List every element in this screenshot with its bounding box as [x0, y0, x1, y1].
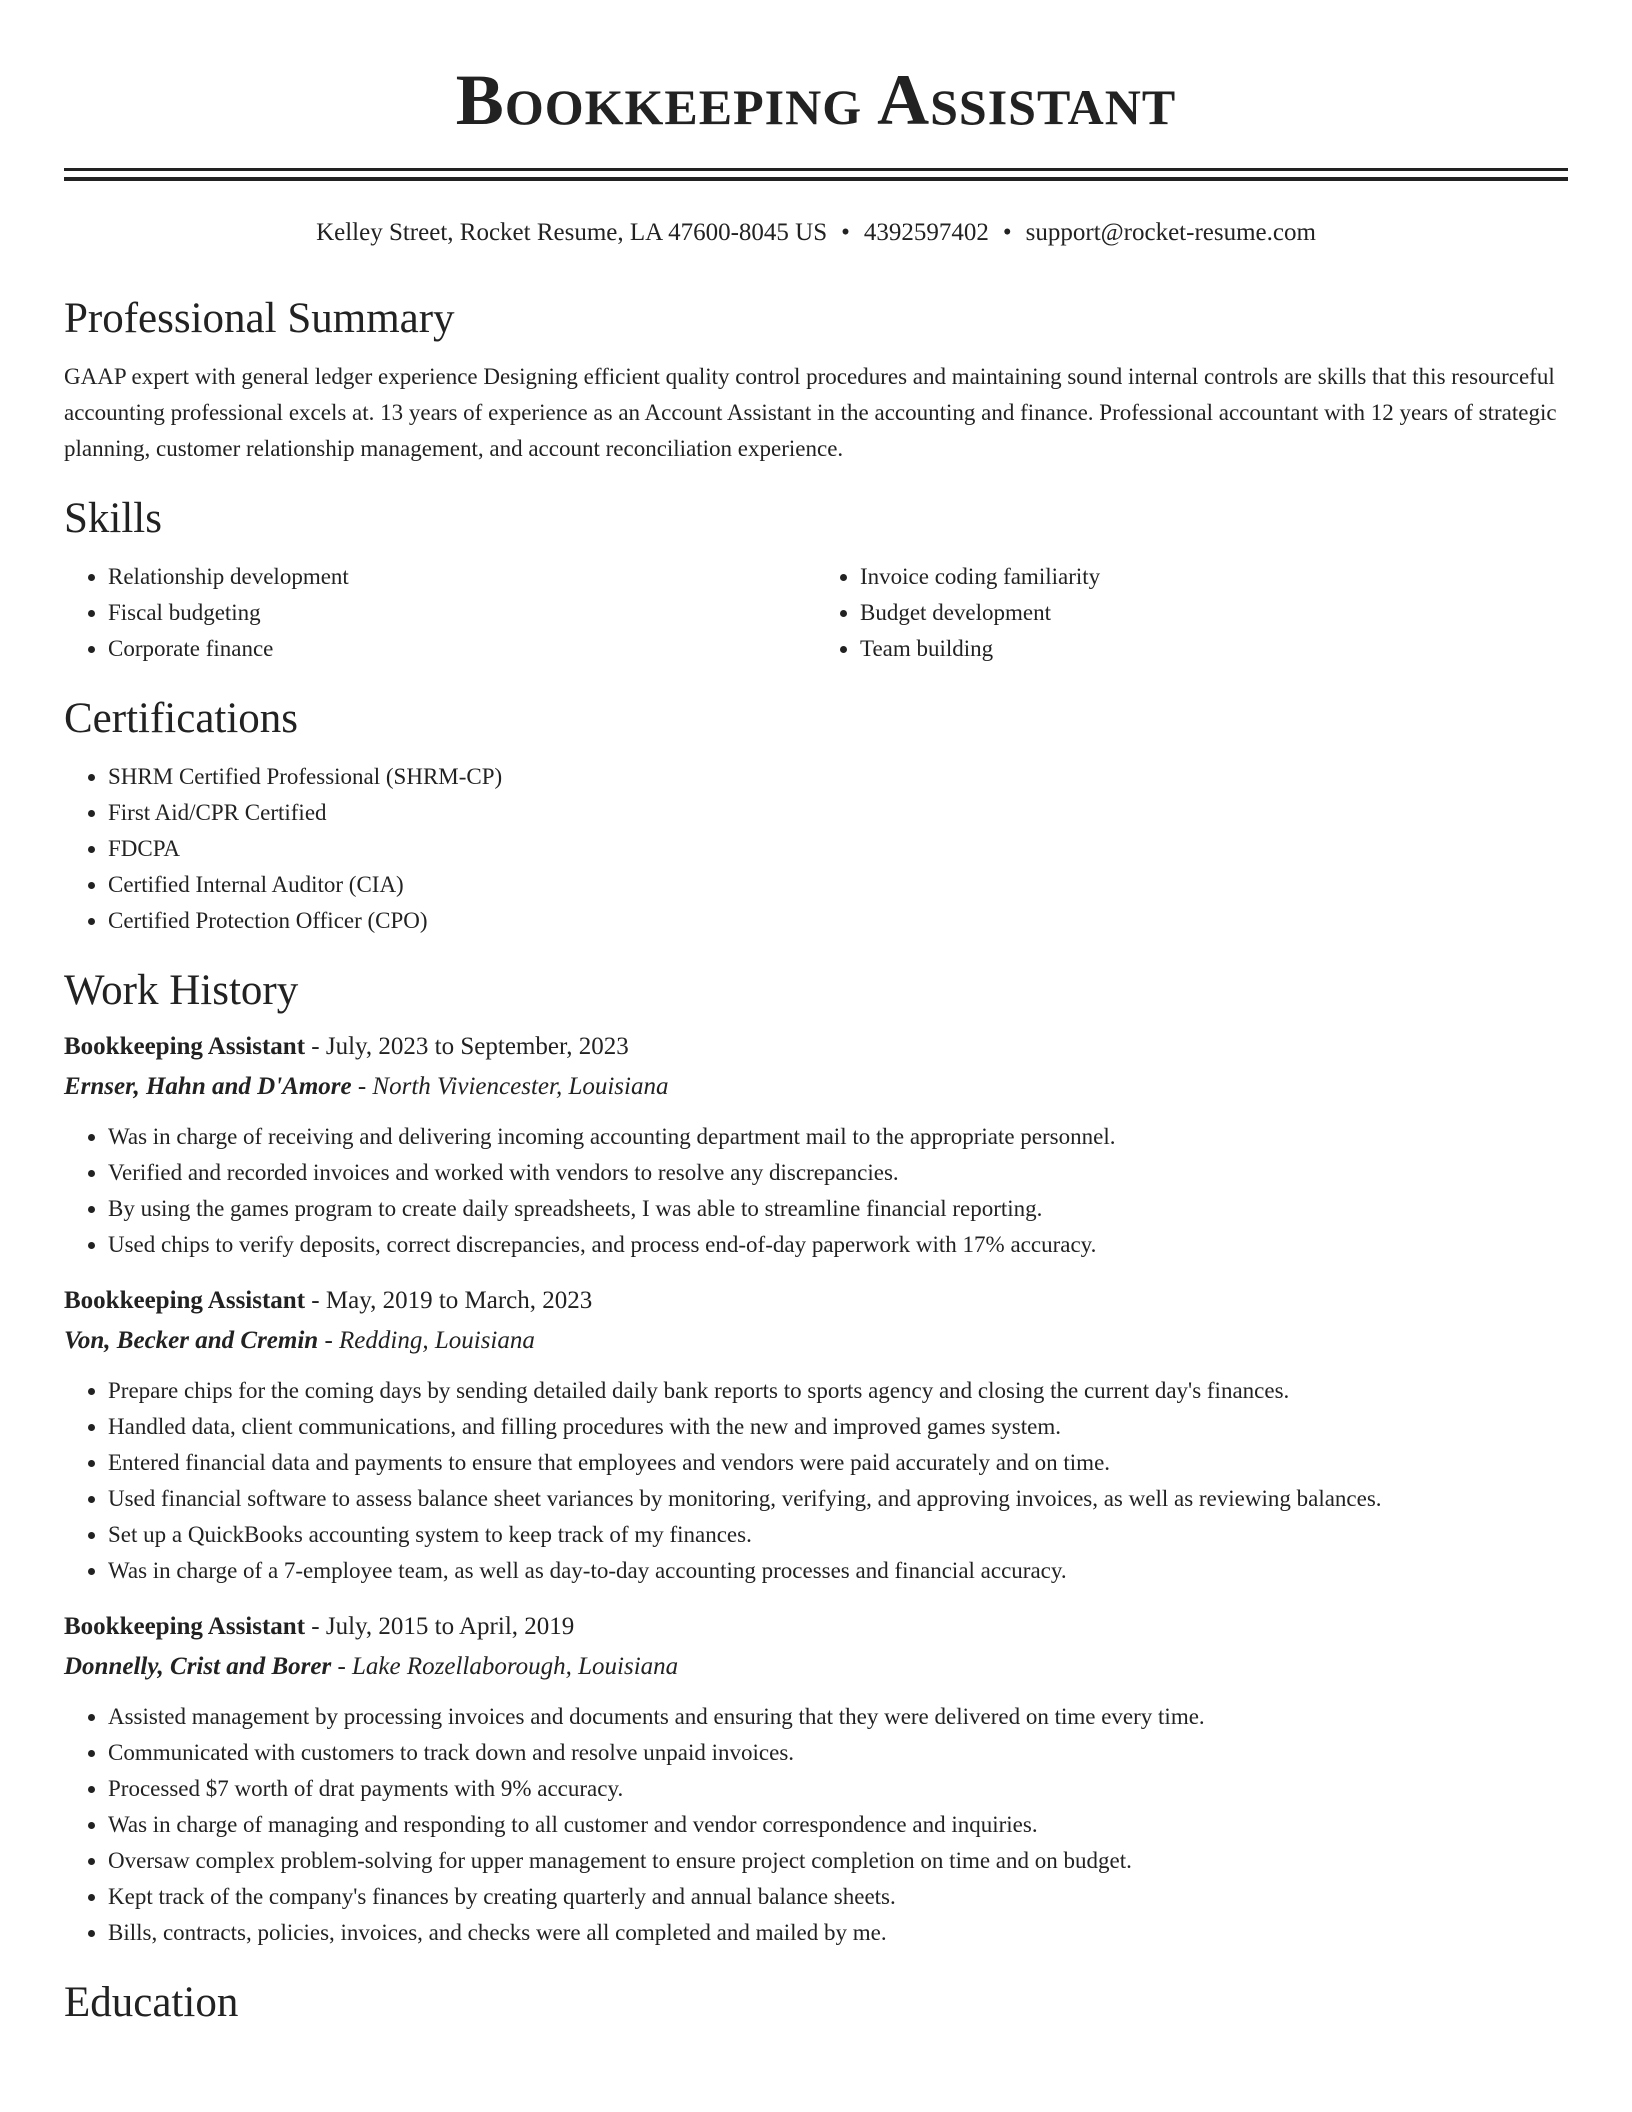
contact-phone: 4392597402 — [863, 219, 989, 246]
job-title: Bookkeeping Assistant — [64, 1033, 306, 1060]
job-location: - Lake Rozellaborough, Louisiana — [331, 1653, 679, 1680]
job-company: Ernser, Hahn and D'Amore — [64, 1073, 352, 1100]
job-bullet: • Entered financial data and payments to ensure that employees and vendors were paid accurately and on time. — [108, 1445, 1568, 1481]
job-entry — [64, 1029, 1568, 1263]
job-bullet: • Used financial software to assess balance sheet variances by monitoring, verifying, and approving invoices, as well as reviewing balances. — [108, 1481, 1568, 1517]
job-title-line — [64, 1029, 1568, 1065]
resume-title: Bookkeeping Assistant — [455, 60, 1177, 140]
job-title: Bookkeeping Assistant — [64, 1613, 306, 1640]
skill-item: • Team building — [860, 631, 1568, 667]
education-heading: Education — [64, 1979, 239, 2026]
job-bullet: • Assisted management by processing invoices and documents and ensuring that they were delivered on time every time. — [108, 1699, 1568, 1735]
title-divider-top — [64, 168, 1568, 171]
certification-item: • Certified Internal Auditor (CIA) — [108, 867, 1568, 903]
skill-item: • Relationship development — [108, 559, 816, 595]
job-bullet: • Communicated with customers to track down and resolve unpaid invoices. — [108, 1735, 1568, 1771]
certification-item: • Certified Protection Officer (CPO) — [108, 903, 1568, 939]
job-bullets — [64, 1373, 1568, 1589]
job-bullet: • Kept track of the company's finances by creating quarterly and annual balance sheets. — [108, 1879, 1568, 1915]
work-history-heading: Work History — [64, 967, 299, 1014]
skill-item: • Fiscal budgeting — [108, 595, 816, 631]
contact-line — [64, 217, 1568, 249]
job-bullet: • Handled data, client communications, and filling procedures with the new and improved games system. — [108, 1409, 1568, 1445]
contact-email: support@rocket-resume.com — [1025, 219, 1316, 246]
summary-heading: Professional Summary — [64, 295, 455, 342]
certification-item: • First Aid/CPR Certified — [108, 795, 1568, 831]
title-divider-bottom — [64, 177, 1568, 181]
certification-item: • SHRM Certified Professional (SHRM-CP) — [108, 759, 1568, 795]
contact-separator: • — [841, 219, 850, 246]
skill-item: • Corporate finance — [108, 631, 816, 667]
skills-column-left — [64, 559, 816, 667]
job-company-line — [64, 1649, 1568, 1685]
job-title: Bookkeeping Assistant — [64, 1287, 306, 1314]
job-location: - Redding, Louisiana — [318, 1327, 535, 1354]
job-bullet: • Verified and recorded invoices and worked with vendors to resolve any discrepancies. — [108, 1155, 1568, 1191]
job-bullet: • By using the games program to create daily spreadsheets, I was able to streamline financial reporting. — [108, 1191, 1568, 1227]
job-bullet: • Was in charge of receiving and delivering incoming accounting department mail to the appropriate personnel. — [108, 1119, 1568, 1155]
skills-column-right — [816, 559, 1568, 667]
skill-item: • Budget development — [860, 595, 1568, 631]
job-title-line — [64, 1609, 1568, 1645]
job-company: Donnelly, Crist and Borer — [64, 1653, 332, 1680]
job-location: - North Viviencester, Louisiana — [351, 1073, 669, 1100]
job-company-line — [64, 1323, 1568, 1359]
skill-item: • Invoice coding familiarity — [860, 559, 1568, 595]
skills-heading: Skills — [64, 495, 162, 542]
job-entry — [64, 1609, 1568, 1951]
job-bullet: • Processed $7 worth of drat payments with 9% accuracy. — [108, 1771, 1568, 1807]
skills-list — [64, 559, 1568, 667]
job-bullet: • Set up a QuickBooks accounting system to keep track of my finances. — [108, 1517, 1568, 1553]
job-bullets — [64, 1119, 1568, 1263]
job-company: Von, Becker and Cremin — [64, 1327, 319, 1354]
contact-separator: • — [1002, 219, 1012, 246]
job-bullet: • Bills, contracts, policies, invoices, and checks were all completed and mailed by me. — [108, 1915, 1568, 1951]
job-title-line — [64, 1283, 1568, 1319]
job-dates: - July, 2015 to April, 2019 — [305, 1613, 575, 1640]
job-bullet: • Used chips to verify deposits, correct discrepancies, and process end-of-day paperwork with 17% accuracy. — [108, 1227, 1568, 1263]
certifications-heading: Certifications — [64, 695, 299, 742]
job-bullet: • Oversaw complex problem-solving for upper management to ensure project completion on time and on budget. — [108, 1843, 1568, 1879]
job-entry — [64, 1283, 1568, 1589]
certification-item: • FDCPA — [108, 831, 1568, 867]
job-bullets — [64, 1699, 1568, 1951]
job-company-line — [64, 1069, 1568, 1105]
job-dates: - July, 2023 to September, 2023 — [305, 1033, 629, 1060]
job-dates: - May, 2019 to March, 2023 — [305, 1287, 593, 1314]
certifications-list — [64, 759, 1568, 939]
contact-address: Kelley Street, Rocket Resume, LA 47600-8045 US — [316, 219, 828, 246]
job-bullet: • Was in charge of managing and responding to all customer and vendor correspondence and inquiries. — [108, 1807, 1568, 1843]
summary-text: GAAP expert with general ledger experience Designing efficient quality control procedures and maintaining sound internal controls are skills that this resourceful accounting professional excels at. 13 years of experience as an Account Assistant in the accounting and finance. Professional accountant with 12 years of strategic planning, customer relationship management, and account reconciliation experience. — [64, 364, 1557, 461]
job-bullet: • Prepare chips for the coming days by sending detailed daily bank reports to sports agency and closing the current day's finances. — [108, 1373, 1568, 1409]
job-bullet: • Was in charge of a 7-employee team, as well as day-to-day accounting processes and financial accuracy. — [108, 1553, 1568, 1589]
